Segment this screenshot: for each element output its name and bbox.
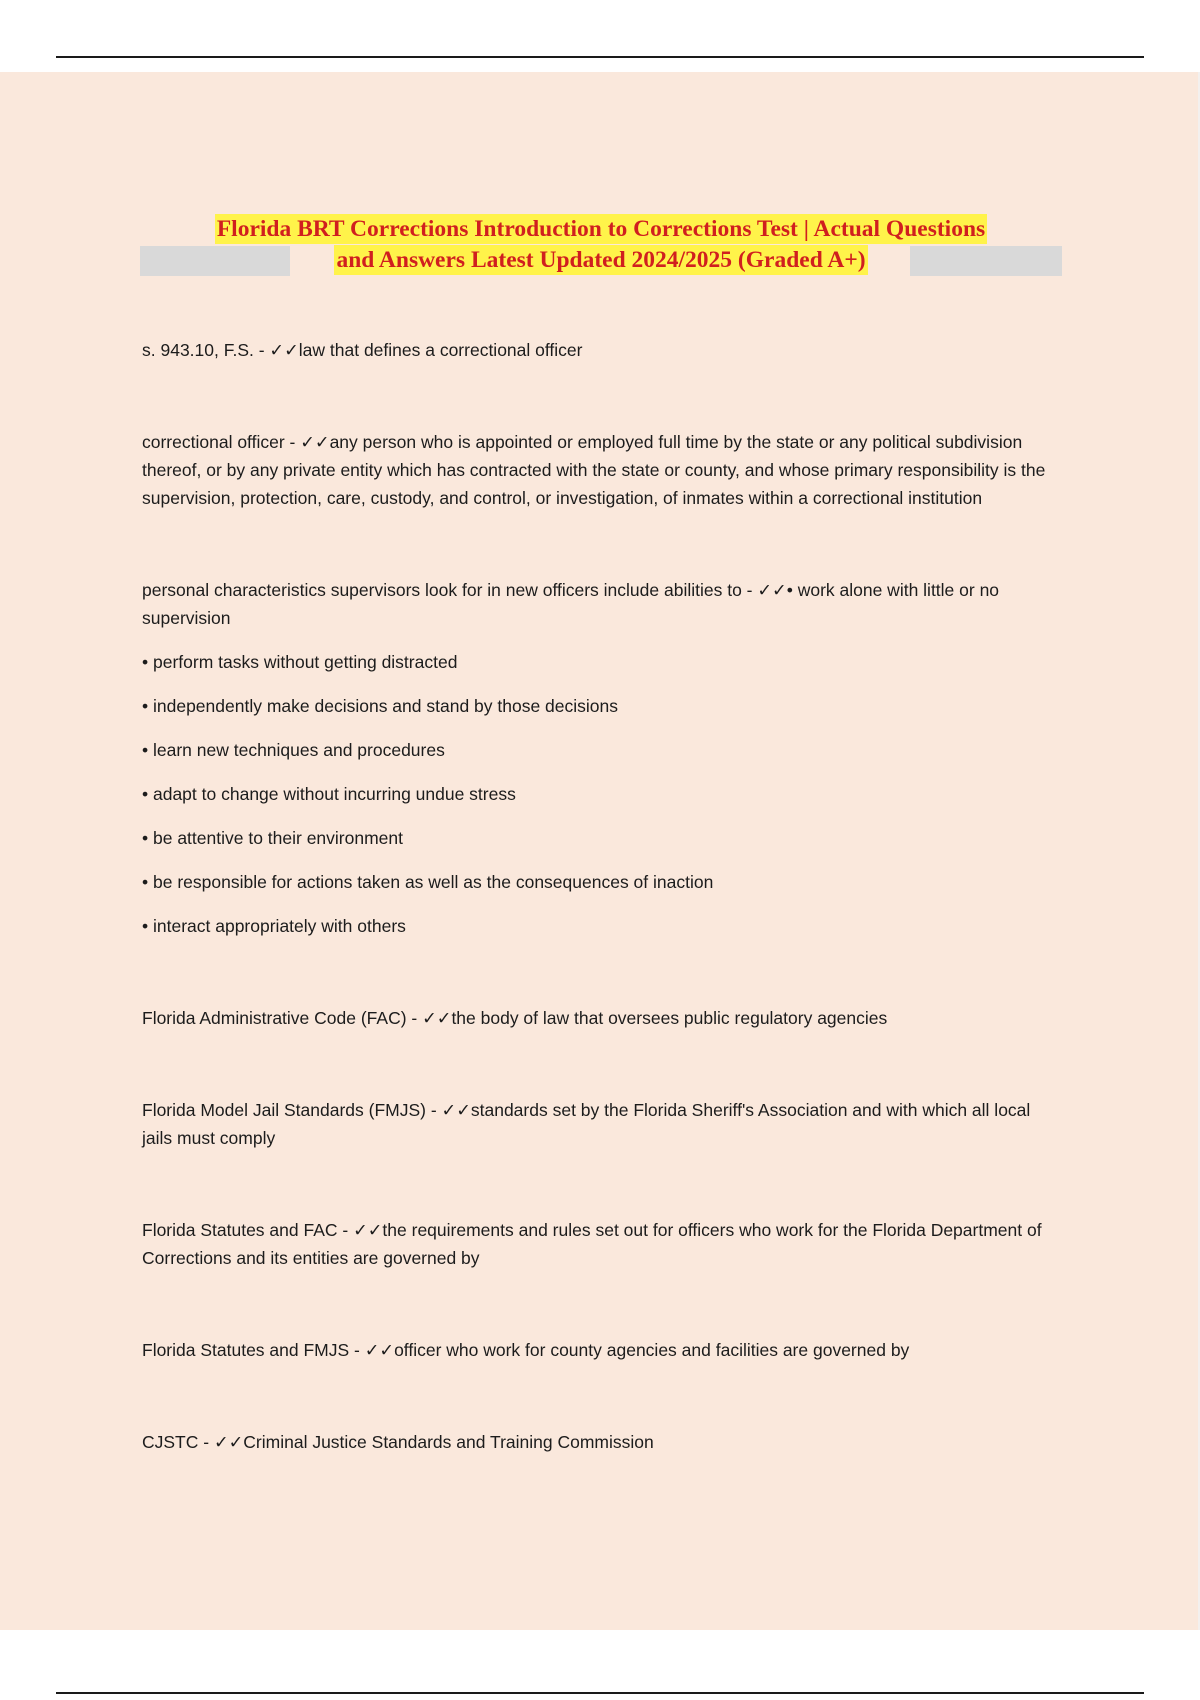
qa-separator: - ✓✓	[337, 1220, 383, 1240]
qa-entry	[142, 1096, 1062, 1152]
list-item: • learn new techniques and procedures	[142, 740, 445, 760]
title-line-2: and Answers Latest Updated 2024/2025 (Graded A+)	[336, 247, 866, 273]
document-page	[0, 72, 1200, 1630]
qa-entry	[142, 428, 1062, 512]
qa-content	[142, 336, 1062, 1456]
qa-definition: the body of law that oversees public regulatory agencies	[451, 1008, 888, 1028]
qa-definition: standards set by the Florida Sheriff's Association and with which all local jails must comply	[142, 1100, 1031, 1148]
qa-entry	[142, 1004, 1062, 1032]
qa-definition: • work alone with little or no supervision	[142, 580, 1000, 628]
qa-term: Florida Model Jail Standards (FMJS)	[142, 1100, 426, 1120]
qa-entry	[142, 1428, 1062, 1456]
qa-term: CJSTC	[142, 1432, 199, 1452]
qa-separator: - ✓✓	[284, 432, 330, 452]
list-item: • be attentive to their environment	[142, 828, 403, 848]
qa-separator: - ✓✓	[198, 1432, 244, 1452]
qa-separator: - ✓✓	[349, 1340, 395, 1360]
qa-separator: - ✓✓	[425, 1100, 471, 1120]
qa-separator: - ✓✓	[406, 1008, 452, 1028]
title-line-1: Florida BRT Corrections Introduction to Corrections Test | Actual Questions	[216, 216, 986, 242]
qa-entry	[142, 576, 1062, 632]
list-item: • be responsible for actions taken as well as the consequences of inaction	[142, 872, 714, 892]
qa-term: correctional officer	[142, 432, 285, 452]
list-item: • independently make decisions and stand by those decisions	[142, 696, 619, 716]
qa-definition: any person who is appointed or employed full time by the state or any political subdivision thereof, or by any private entity which has contracted with the state or county, and whose primary responsibility is the supervision, protection, care, custody, and control, or investigation, of inmates within a correctional institution	[142, 432, 1046, 508]
qa-term: Florida Statutes and FMJS	[142, 1340, 350, 1360]
qa-entry	[142, 336, 1062, 364]
qa-separator: - ✓✓	[253, 340, 299, 360]
qa-term: personal characteristics supervisors look for in new officers include abilities to	[142, 580, 742, 600]
qa-term: Florida Statutes and FAC	[142, 1220, 338, 1240]
qa-term: Florida Administrative Code (FAC)	[142, 1008, 407, 1028]
qa-separator: - ✓✓	[741, 580, 787, 600]
qa-term: s. 943.10, F.S.	[142, 340, 254, 360]
document-title	[140, 214, 1062, 276]
list-item: • perform tasks without getting distracted	[142, 652, 458, 672]
list-item: • adapt to change without incurring undue stress	[142, 784, 516, 804]
qa-definition: the requirements and rules set out for officers who work for the Florida Department of Corrections and its entities are governed by	[142, 1220, 1042, 1268]
qa-entry	[142, 1216, 1062, 1272]
qa-definition: officer who work for county agencies and facilities are governed by	[394, 1340, 910, 1360]
qa-entry	[142, 1336, 1062, 1364]
top-rule	[56, 56, 1144, 58]
bottom-rule	[56, 1692, 1144, 1694]
qa-definition: law that defines a correctional officer	[298, 340, 583, 360]
qa-definition: Criminal Justice Standards and Training Commission	[243, 1432, 654, 1452]
list-item: • interact appropriately with others	[142, 916, 406, 936]
